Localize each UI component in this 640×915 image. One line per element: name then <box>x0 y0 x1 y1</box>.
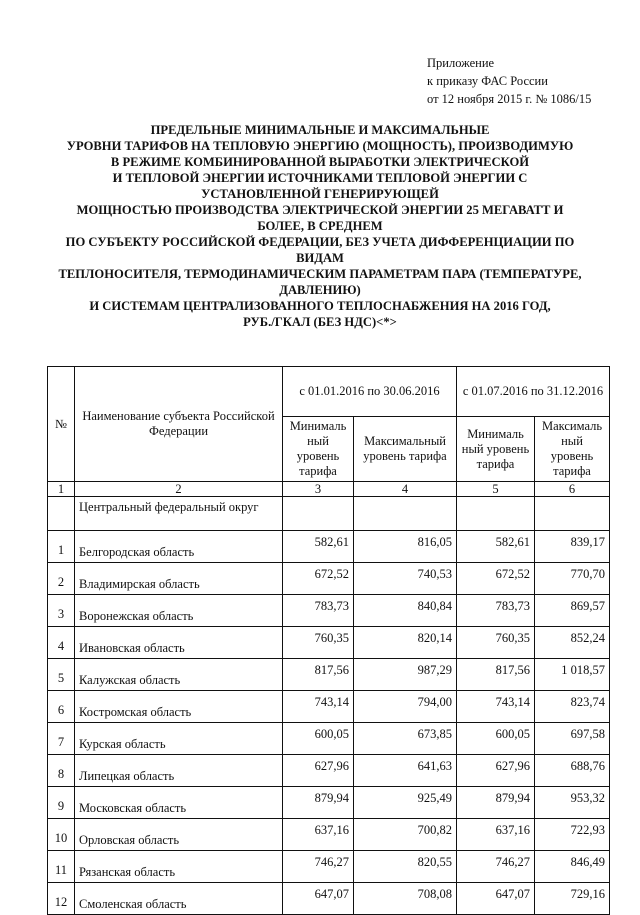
table-row <box>48 723 610 755</box>
min-tariff-h1: 743,14 <box>283 691 354 723</box>
title-line: ВИДАМ <box>296 251 344 265</box>
min-tariff-h1: 627,96 <box>283 755 354 787</box>
subject-name: Ивановская область <box>75 627 283 659</box>
max-tariff-h2: 846,49 <box>535 851 610 883</box>
min-tariff-h2: 817,56 <box>457 659 535 691</box>
row-number: 6 <box>48 691 75 723</box>
row-number: 1 <box>48 531 75 563</box>
max-tariff-h2: 729,16 <box>535 883 610 915</box>
max-tariff-h2: 688,76 <box>535 755 610 787</box>
subject-name: Московская область <box>75 787 283 819</box>
min-tariff-h2: 582,61 <box>457 531 535 563</box>
title-line: УСТАНОВЛЕННОЙ ГЕНЕРИРУЮЩЕЙ <box>201 187 439 201</box>
subject-name: Белгородская область <box>75 531 283 563</box>
empty-cell <box>535 497 610 531</box>
row-number: 9 <box>48 787 75 819</box>
max-tariff-h1: 816,05 <box>354 531 457 563</box>
min-tariff-h1: 647,07 <box>283 883 354 915</box>
row-number: 2 <box>48 563 75 595</box>
document-title <box>20 122 620 330</box>
empty-cell <box>283 497 354 531</box>
group-row <box>48 497 610 531</box>
max-tariff-h2: 823,74 <box>535 691 610 723</box>
subject-name: Воронежская область <box>75 595 283 627</box>
title-line: И ТЕПЛОВОЙ ЭНЕРГИИ ИСТОЧНИКАМИ ТЕПЛОВОЙ ЭНЕРГИИ С <box>112 171 528 185</box>
title-line: РУБ./ГКАЛ (БЕЗ НДС)<*> <box>243 315 397 329</box>
subject-name: Липецкая область <box>75 755 283 787</box>
appendix-line-2: к приказу ФАС России <box>427 74 548 88</box>
max-tariff-h1: 820,55 <box>354 851 457 883</box>
empty-cell <box>354 497 457 531</box>
min-tariff-h2: 600,05 <box>457 723 535 755</box>
row-number: 7 <box>48 723 75 755</box>
subject-name: Курская область <box>75 723 283 755</box>
min-tariff-h2: 760,35 <box>457 627 535 659</box>
min-tariff-h1: 817,56 <box>283 659 354 691</box>
title-line: В РЕЖИМЕ КОМБИНИРОВАННОЙ ВЫРАБОТКИ ЭЛЕКТРИЧЕСКОЙ <box>110 155 530 169</box>
max-tariff-h2: 697,58 <box>535 723 610 755</box>
max-tariff-h1: 987,29 <box>354 659 457 691</box>
subject-name: Костромская область <box>75 691 283 723</box>
max-tariff-h2: 770,70 <box>535 563 610 595</box>
max-tariff-h1: 641,63 <box>354 755 457 787</box>
max-tariff-h1: 673,85 <box>354 723 457 755</box>
min-tariff-h1: 760,35 <box>283 627 354 659</box>
header-period-1: с 01.01.2016 по 30.06.2016 <box>283 367 457 417</box>
row-number: 11 <box>48 851 75 883</box>
title-line: БОЛЕЕ, В СРЕДНЕМ <box>257 219 383 233</box>
row-number: 5 <box>48 659 75 691</box>
appendix-note <box>427 54 591 108</box>
min-tariff-h2: 743,14 <box>457 691 535 723</box>
subject-name: Орловская область <box>75 819 283 851</box>
subject-name: Калужская область <box>75 659 283 691</box>
row-number: 4 <box>48 627 75 659</box>
row-number: 10 <box>48 819 75 851</box>
table-row <box>48 883 610 915</box>
table-row <box>48 755 610 787</box>
header-subject-name: Наименование субъекта Российской Федерации <box>75 367 283 482</box>
min-tariff-h2: 627,96 <box>457 755 535 787</box>
max-tariff-h2: 722,93 <box>535 819 610 851</box>
row-number: 12 <box>48 883 75 915</box>
min-tariff-h1: 879,94 <box>283 787 354 819</box>
min-tariff-h2: 647,07 <box>457 883 535 915</box>
header-min-tariff-2: Минималь ный уровень тарифа <box>457 417 535 482</box>
max-tariff-h2: 953,32 <box>535 787 610 819</box>
min-tariff-h2: 783,73 <box>457 595 535 627</box>
row-number: 8 <box>48 755 75 787</box>
max-tariff-h1: 840,84 <box>354 595 457 627</box>
max-tariff-h1: 794,00 <box>354 691 457 723</box>
min-tariff-h2: 879,94 <box>457 787 535 819</box>
max-tariff-h2: 869,57 <box>535 595 610 627</box>
table-row <box>48 787 610 819</box>
group-number-cell <box>48 497 75 531</box>
table-row <box>48 531 610 563</box>
table-row <box>48 659 610 691</box>
title-line: И СИСТЕМАМ ЦЕНТРАЛИЗОВАННОГО ТЕПЛОСНАБЖЕНИЯ НА 2016 ГОД, <box>89 299 551 313</box>
appendix-line-1: Приложение <box>427 56 495 70</box>
federal-district-label: Центральный федеральный округ <box>75 497 283 531</box>
row-number: 3 <box>48 595 75 627</box>
column-index: 1 <box>48 482 75 497</box>
title-line: ПО СУБЪЕКТУ РОССИЙСКОЙ ФЕДЕРАЦИИ, БЕЗ УЧЕТА ДИФФЕРЕНЦИАЦИИ ПО <box>65 235 575 249</box>
header-number: № <box>48 367 75 482</box>
min-tariff-h2: 672,52 <box>457 563 535 595</box>
table-row <box>48 627 610 659</box>
header-max-tariff-1: Максимальный уровень тарифа <box>354 417 457 482</box>
header-max-tariff-2: Максималь ный уровень тарифа <box>535 417 610 482</box>
table-row <box>48 851 610 883</box>
min-tariff-h1: 783,73 <box>283 595 354 627</box>
min-tariff-h1: 672,52 <box>283 563 354 595</box>
max-tariff-h1: 820,14 <box>354 627 457 659</box>
min-tariff-h1: 637,16 <box>283 819 354 851</box>
title-line: МОЩНОСТЬЮ ПРОИЗВОДСТВА ЭЛЕКТРИЧЕСКОЙ ЭНЕРГИИ 25 МЕГАВАТТ И <box>76 203 564 217</box>
max-tariff-h2: 852,24 <box>535 627 610 659</box>
table-row <box>48 691 610 723</box>
max-tariff-h1: 925,49 <box>354 787 457 819</box>
tariff-table <box>47 366 610 915</box>
subject-name: Владимирская область <box>75 563 283 595</box>
title-line: ПРЕДЕЛЬНЫЕ МИНИМАЛЬНЫЕ И МАКСИМАЛЬНЫЕ <box>150 123 490 137</box>
min-tariff-h2: 746,27 <box>457 851 535 883</box>
max-tariff-h1: 708,08 <box>354 883 457 915</box>
empty-cell <box>457 497 535 531</box>
header-min-tariff-1: Минималь ный уровень тарифа <box>283 417 354 482</box>
table-row <box>48 819 610 851</box>
min-tariff-h1: 582,61 <box>283 531 354 563</box>
min-tariff-h1: 600,05 <box>283 723 354 755</box>
title-line: ТЕПЛОНОСИТЕЛЯ, ТЕРМОДИНАМИЧЕСКИМ ПАРАМЕТРАМ ПАРА (ТЕМПЕРАТУРЕ, <box>58 267 582 281</box>
max-tariff-h2: 839,17 <box>535 531 610 563</box>
column-index: 2 <box>75 482 283 497</box>
max-tariff-h1: 740,53 <box>354 563 457 595</box>
table-row <box>48 595 610 627</box>
max-tariff-h1: 700,82 <box>354 819 457 851</box>
appendix-line-3: от 12 ноября 2015 г. № 1086/15 <box>427 92 592 106</box>
min-tariff-h2: 637,16 <box>457 819 535 851</box>
subject-name: Смоленская область <box>75 883 283 915</box>
column-index: 3 <box>283 482 354 497</box>
header-period-2: с 01.07.2016 по 31.12.2016 <box>457 367 610 417</box>
table-row <box>48 563 610 595</box>
max-tariff-h2: 1 018,57 <box>535 659 610 691</box>
column-index: 5 <box>457 482 535 497</box>
column-index-row <box>48 482 610 497</box>
subject-name: Рязанская область <box>75 851 283 883</box>
column-index: 4 <box>354 482 457 497</box>
title-line: ДАВЛЕНИЮ) <box>279 283 361 297</box>
title-line: УРОВНИ ТАРИФОВ НА ТЕПЛОВУЮ ЭНЕРГИЮ (МОЩНОСТЬ), ПРОИЗВОДИМУЮ <box>66 139 574 153</box>
column-index: 6 <box>535 482 610 497</box>
min-tariff-h1: 746,27 <box>283 851 354 883</box>
